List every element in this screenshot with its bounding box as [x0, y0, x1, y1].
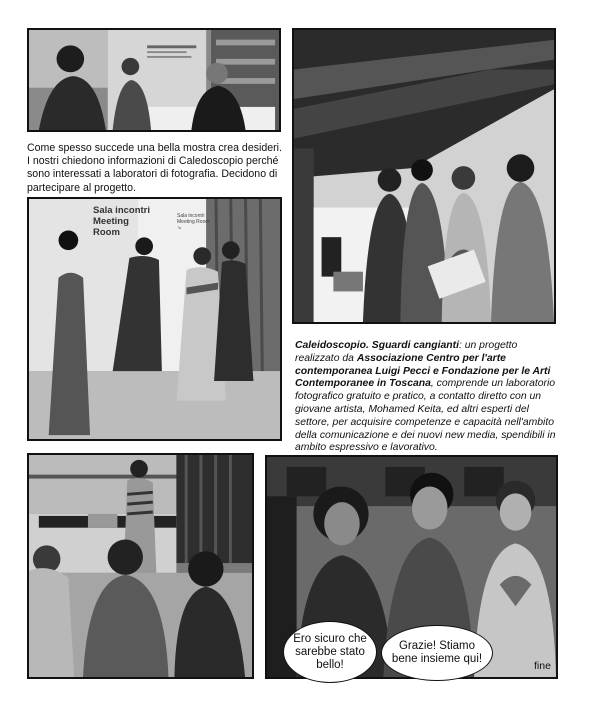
project-organization: Associazione Centro per l'arte contemporanea Luigi Pecci e Fondazione per le Arti Contemporanee in Toscana [295, 352, 551, 390]
sign-small-room-it: Sala incontri [177, 213, 205, 219]
sign-room-en: Meeting Room [93, 216, 129, 238]
workshop-photo [29, 455, 252, 677]
meeting-room-sign-small [177, 213, 217, 231]
sign-room-it: Sala incontri [93, 205, 151, 216]
arrow-icon: ↘ [177, 225, 182, 231]
project-text-part2: , comprende un laboratorio fotografico gratuito e pratico, a contatto diretto con un giovane artista, Mohamed Keita, ed altri esperti del settore, per acquisire competenze e capacità nell'ambito della comunicazione e dei nuovi new media, spendibili in ambito espressivo e lavorativo. [295, 378, 556, 454]
photo-panel-reception [27, 28, 281, 132]
meeting-room-sign [93, 205, 153, 238]
photo-panel-stairs-group [292, 28, 556, 324]
sign-small-room-en: Meeting Room [177, 219, 210, 225]
project-text-part1: : un progetto realizzato da [295, 340, 518, 364]
speech-left-text: Ero sicuro che sarebbe stato bello! [293, 632, 367, 671]
stairs-group-photo [294, 30, 554, 322]
speech-right-text: Grazie! Stiamo bene insieme qui! [391, 640, 483, 665]
project-caption [295, 340, 557, 455]
end-label: fine [534, 660, 551, 672]
speech-bubble-right [381, 625, 493, 681]
photo-panel-meeting-room [27, 197, 282, 441]
speech-bubble-left [283, 621, 377, 683]
reception-photo [29, 30, 279, 130]
project-title: Caleidoscopio. Sguardi cangianti [295, 340, 459, 351]
meeting-room-photo [29, 199, 280, 439]
photo-panel-workshop [27, 453, 254, 679]
intro-caption: Come spesso succede una bella mostra crea desideri. I nostri chiedono informazioni di Caledoscopio perché sono interessati a laboratori di fotografia. Decidono di partecipare al progetto. [27, 142, 282, 194]
